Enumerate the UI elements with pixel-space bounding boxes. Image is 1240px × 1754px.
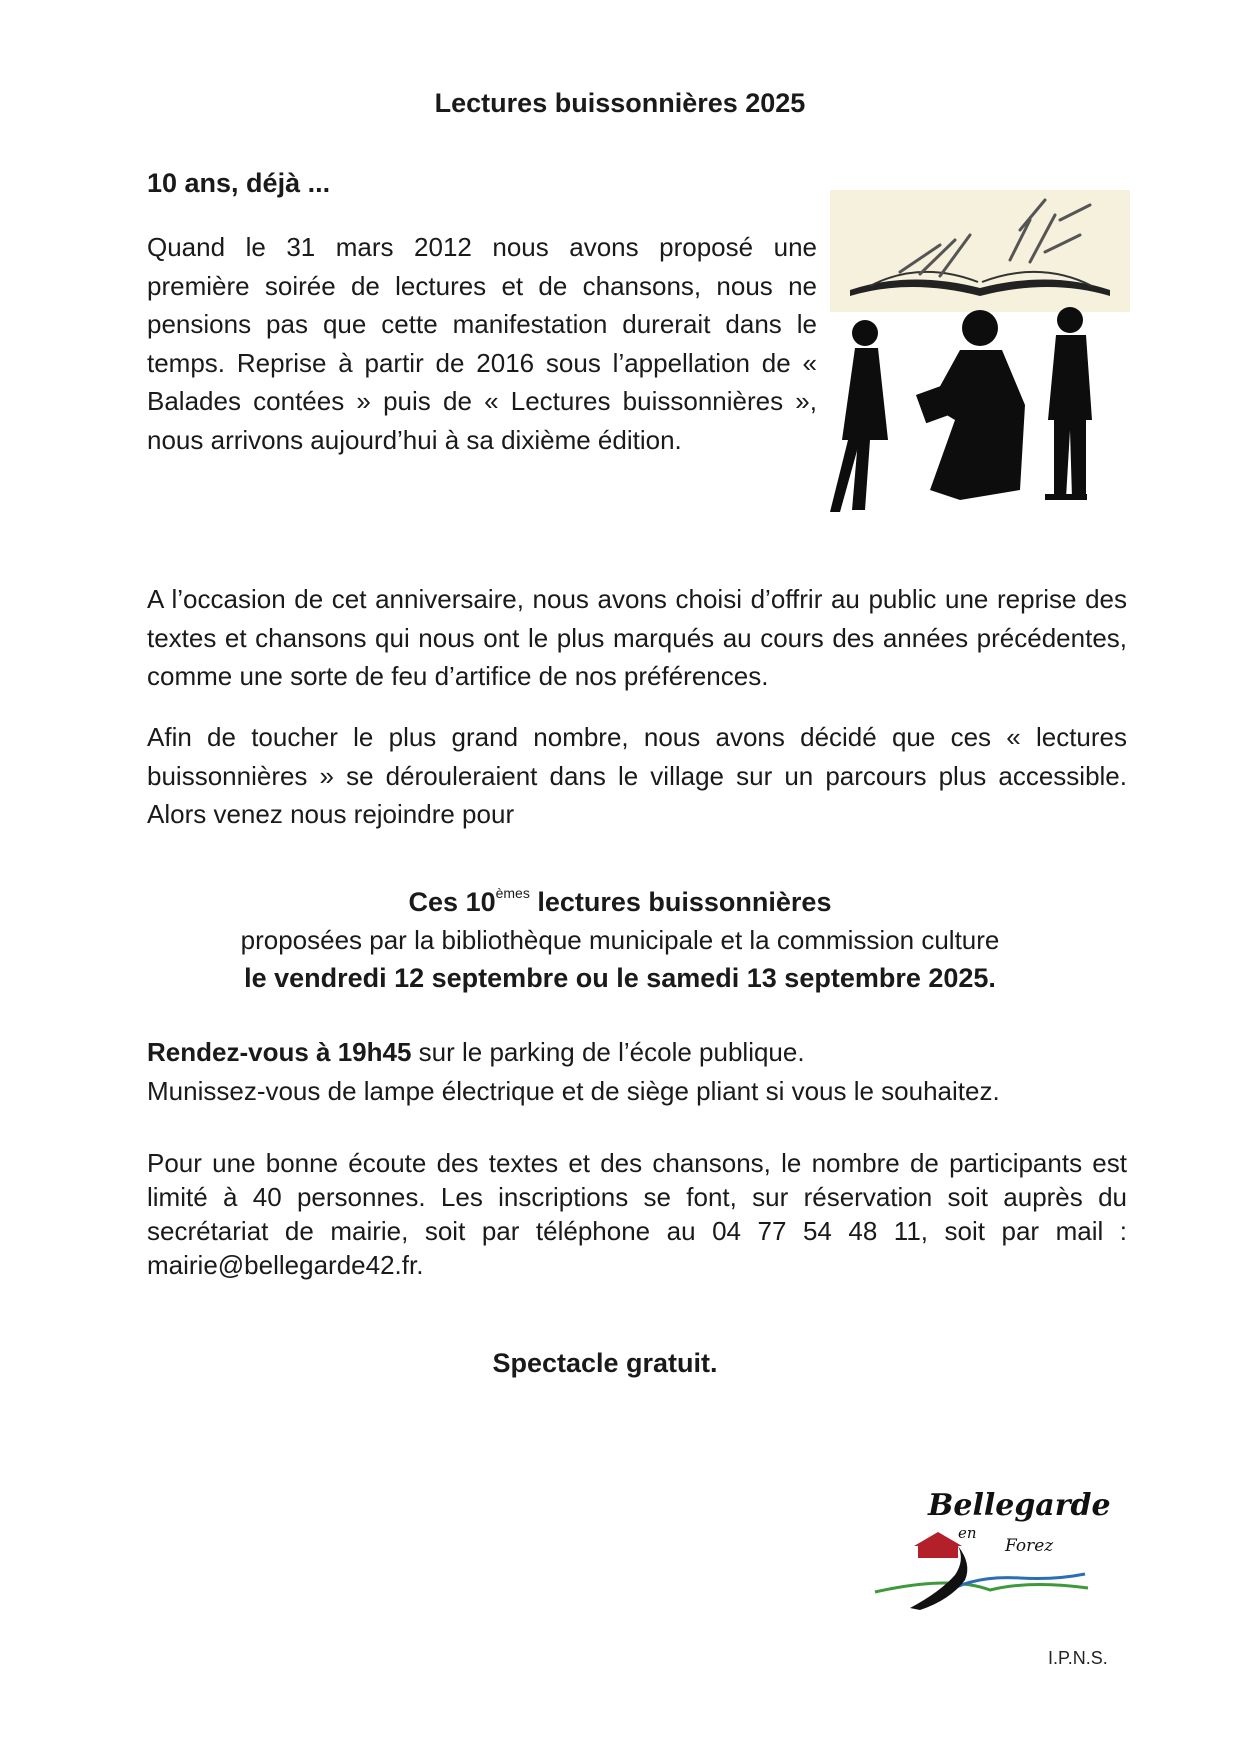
- route-paragraph: Afin de toucher le plus grand nombre, nous avons décidé que ces « lectures buissonnières » se dérouleraient dans le village sur un parcours plus accessible. Alors venez nous rejoindre pour: [147, 722, 1127, 829]
- standing-person-silhouette: [1045, 307, 1092, 500]
- logo-green-line: [875, 1583, 1088, 1592]
- reservation-paragraph: Pour une bonne écoute des textes et des chansons, le nombre de participants est limité à 40 personnes. Les inscriptions se font, sur réservation soit auprès du secrétariat de mairie, soit par téléphone au 04 77 54 48 11, soit par mail : mairie@bellegarde42.fr.: [147, 1148, 1127, 1280]
- free-show-note: Spectacle gratuit.: [492, 1348, 718, 1378]
- logo-text-bellegarde: Bellegarde: [928, 1488, 1111, 1523]
- book-and-readers-illustration: [830, 190, 1130, 520]
- logo-red-house: [918, 1544, 958, 1558]
- footer-ipns: I.P.N.S.: [1048, 1648, 1108, 1668]
- intro-paragraph: Quand le 31 mars 2012 nous avons proposé une première soirée de lectures et de chansons, nous ne pensions pas que cette manifestation durerait dans le temps. Reprise à partir de 2016 sous l’appellation de « Balades contées » puis de « Lectures buissonnières », nous arrivons aujourd’hui à sa dixième édition.: [147, 232, 817, 455]
- ordinal-superscript: èmes: [495, 885, 530, 901]
- announcement-headline: Ces 10èmes lectures buissonnières: [408, 885, 832, 917]
- section-subtitle: 10 ans, déjà ...: [147, 168, 331, 198]
- reading-person-silhouette: [916, 310, 1025, 500]
- announcement-dates: le vendredi 12 septembre ou le samedi 13 septembre 2025.: [244, 963, 996, 993]
- walking-person-silhouette: [830, 320, 888, 512]
- logo-text-en: en: [958, 1524, 977, 1542]
- anniversary-paragraph: A l’occasion de cet anniversaire, nous avons choisi d’offrir au public une reprise des textes et chansons qui nous ont le plus marqués au cours des années précédentes, comme une sorte de feu d’artifice de nos préférences.: [147, 584, 1127, 691]
- document-title: Lectures buissonnières 2025: [434, 88, 806, 118]
- logo-text-forez: Forez: [1005, 1536, 1054, 1556]
- announcement-organizers: proposées par la bibliothèque municipale et la commission culture: [240, 925, 1000, 955]
- meeting-point: Rendez-vous à 19h45 sur le parking de l’école publique.: [147, 1037, 805, 1067]
- equipment-advice: Munissez-vous de lampe électrique et de siège pliant si vous le souhaitez.: [147, 1076, 1000, 1106]
